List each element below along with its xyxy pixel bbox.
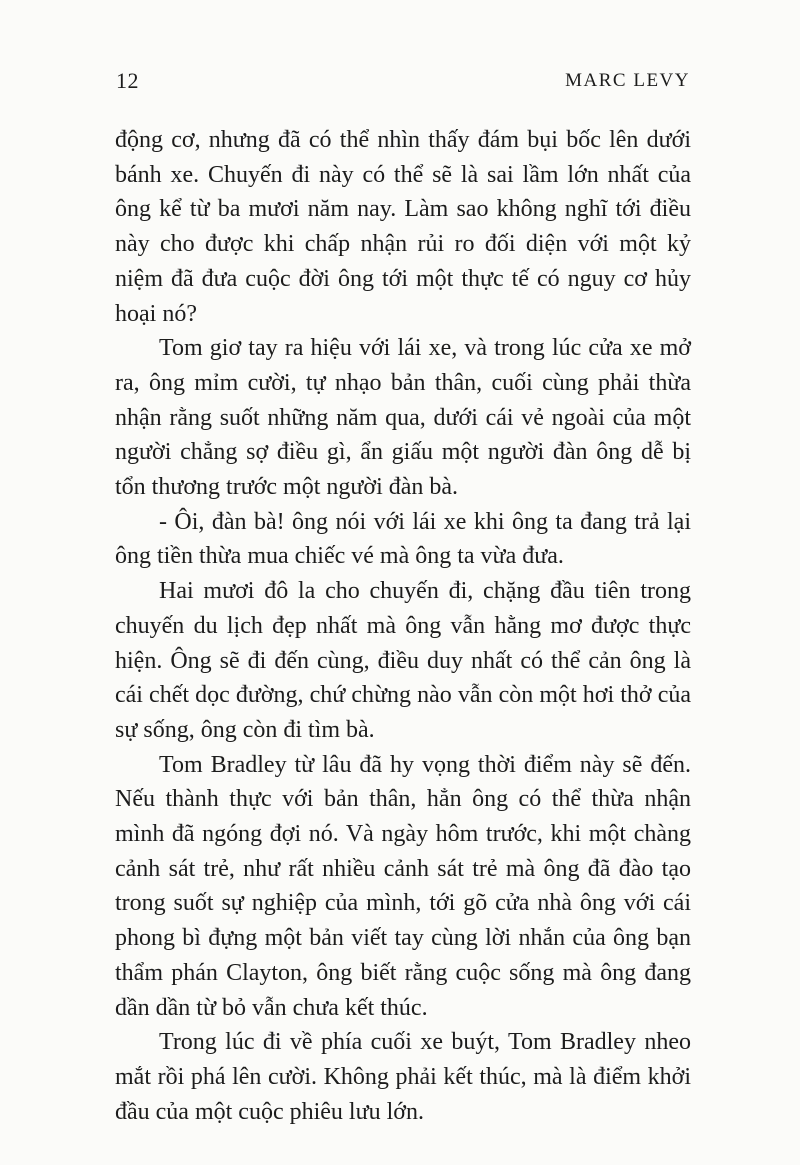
paragraph: Trong lúc đi về phía cuối xe buýt, Tom Bradley nheo mắt rồi phá lên cười. Không phải kết thúc, mà là điểm khởi đầu của một cuộc phiêu lưu lớn. (115, 1029, 691, 1125)
paragraph: Tom giơ tay ra hiệu với lái xe, và trong lúc cửa xe mở ra, ông mỉm cười, tự nhạo bản thân, cuối cùng phải thừa nhận rằng suốt những năm qua, dưới cái vẻ ngoài của một người chẳng sợ điều gì, ẩn giấu một người đàn ông dễ bị tổn thương trước một người đàn bà. (115, 335, 691, 501)
paragraph: Tom Bradley từ lâu đã hy vọng thời điểm này sẽ đến. Nếu thành thực với bản thân, hẳn ông có thể thừa nhận mình đã ngóng đợi nó. Và ngày hôm trước, khi một chàng cảnh sát trẻ, như rất nhiều cảnh sát trẻ mà ông đã đào tạo trong suốt sự nghiệp của mình, tới gõ cửa nhà ông với cái phong bì đựng một bản viết tay cùng lời nhắn của ông bạn thẩm phán Clayton, ông biết rằng cuộc sống mà ông đang dần dần từ bỏ vẫn chưa kết thúc. (115, 751, 691, 1021)
body-text (115, 123, 691, 1129)
paragraph: Hai mươi đô la cho chuyến đi, chặng đầu tiên trong chuyến du lịch đẹp nhất mà ông vẫn hằng mơ được thực hiện. Ông sẽ đi đến cùng, điều duy nhất có thể cản ông là cái chết dọc đường, chứ chừng nào vẫn còn một hơi thở của sự sống, ông còn đi tìm bà. (115, 578, 691, 743)
running-head-author: MARC LEVY (565, 70, 690, 91)
paragraph-continued: động cơ, nhưng đã có thể nhìn thấy đám bụi bốc lên dưới bánh xe. Chuyến đi này có thể sẽ là sai lầm lớn nhất của ông kể từ ba mươi năm nay. Làm sao không nghĩ tới điều này cho được khi chấp nhận rủi ro đối diện với một kỷ niệm đã đưa cuộc đời ông tới một thực tế có nguy cơ hủy hoại nó? (115, 127, 691, 327)
page-number: 12 (116, 68, 139, 93)
paragraph-dialogue: - Ôi, đàn bà! ông nói với lái xe khi ông ta đang trả lại ông tiền thừa mua chiếc vé mà ông ta vừa đưa. (115, 508, 691, 570)
